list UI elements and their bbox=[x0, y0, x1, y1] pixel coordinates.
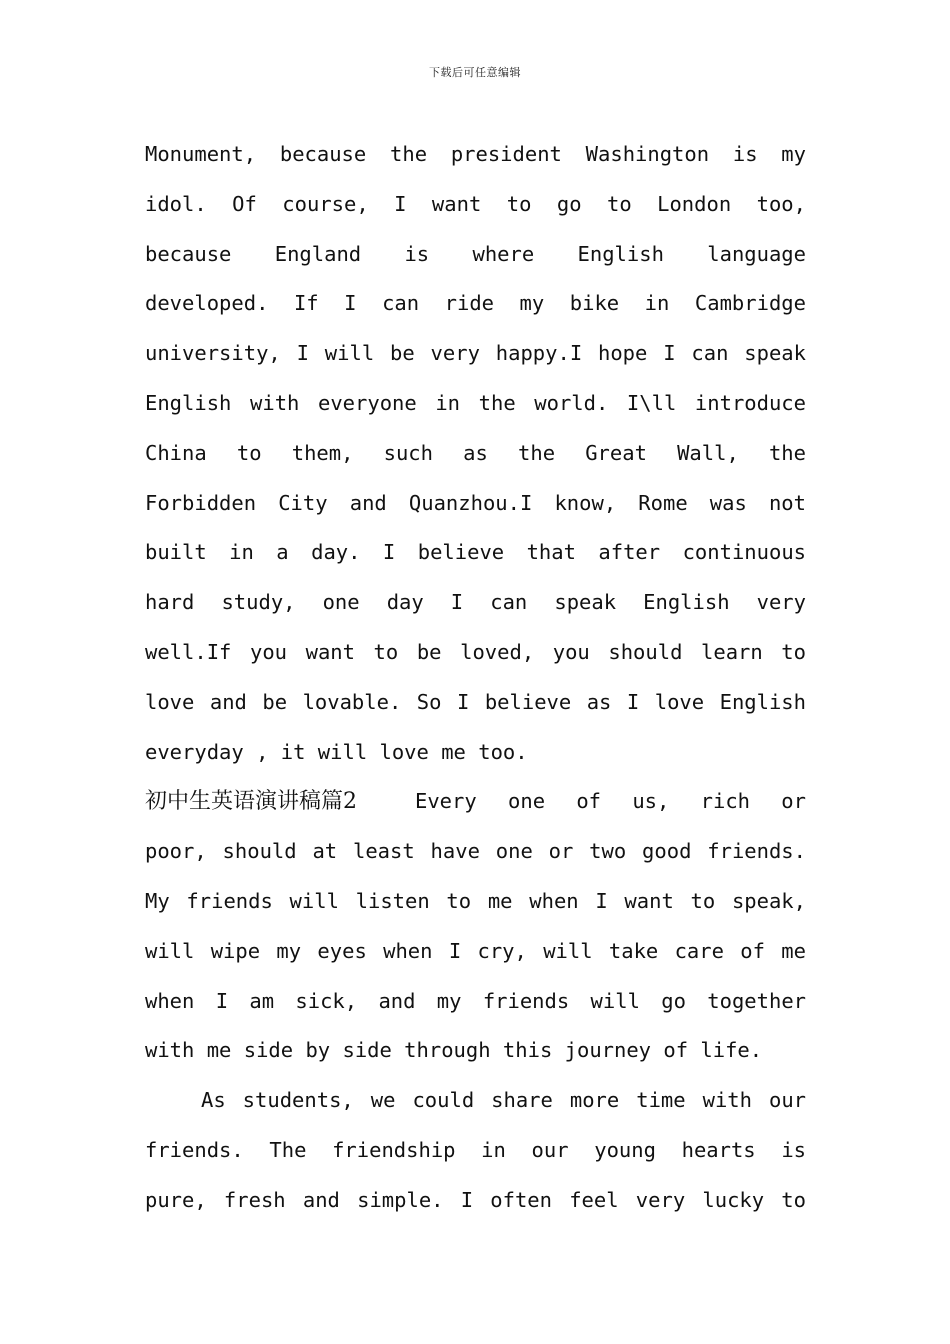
text-line: Every one of us, rich or bbox=[415, 789, 806, 814]
text-line: Forbidden City and Quanzhou.I know, Rome was not bbox=[145, 490, 806, 515]
text-line: well.If you want to be loved, you should learn to bbox=[145, 639, 806, 664]
text-line: China to them, such as the Great Wall, the bbox=[145, 440, 806, 465]
text-line: will wipe my eyes when I cry, will take care of me bbox=[145, 938, 806, 963]
page-header: 下载后可任意编辑 bbox=[429, 66, 521, 79]
text-line: love and be lovable. So I believe as I love English bbox=[145, 689, 806, 714]
text-line: English with everyone in the world. I\ll introduce bbox=[145, 390, 806, 415]
text-line: My friends will listen to me when I want to speak, bbox=[145, 888, 806, 913]
text-line: As students, we could share more time with our bbox=[201, 1088, 806, 1113]
text-line: friends. The friendship in our young hearts is bbox=[145, 1137, 806, 1162]
text-line: hard study, one day I can speak English very bbox=[145, 590, 806, 615]
text-line: university, I will be very happy.I hope I can speak bbox=[145, 341, 806, 366]
section-heading: 初中生英语演讲稿篇2 bbox=[145, 789, 357, 815]
text-line: idol. Of course, I want to go to London too, bbox=[145, 191, 806, 216]
document-body bbox=[145, 130, 806, 1226]
text-line: when I am sick, and my friends will go together bbox=[145, 988, 806, 1013]
text-line: built in a day. I believe that after continuous bbox=[145, 540, 806, 565]
text-line: developed. If I can ride my bike in Cambridge bbox=[145, 291, 806, 316]
text-line: because England is where English language bbox=[145, 241, 806, 266]
text-line: with me side by side through this journey of life. bbox=[145, 1038, 763, 1063]
text-line: everyday , it will love me too. bbox=[145, 739, 528, 764]
text-line: pure, fresh and simple. I often feel very lucky to bbox=[145, 1187, 806, 1212]
text-line: Monument, because the president Washington is my bbox=[145, 142, 806, 166]
text-line: poor, should at least have one or two good friends. bbox=[145, 839, 806, 864]
section-heading-line bbox=[145, 777, 806, 827]
